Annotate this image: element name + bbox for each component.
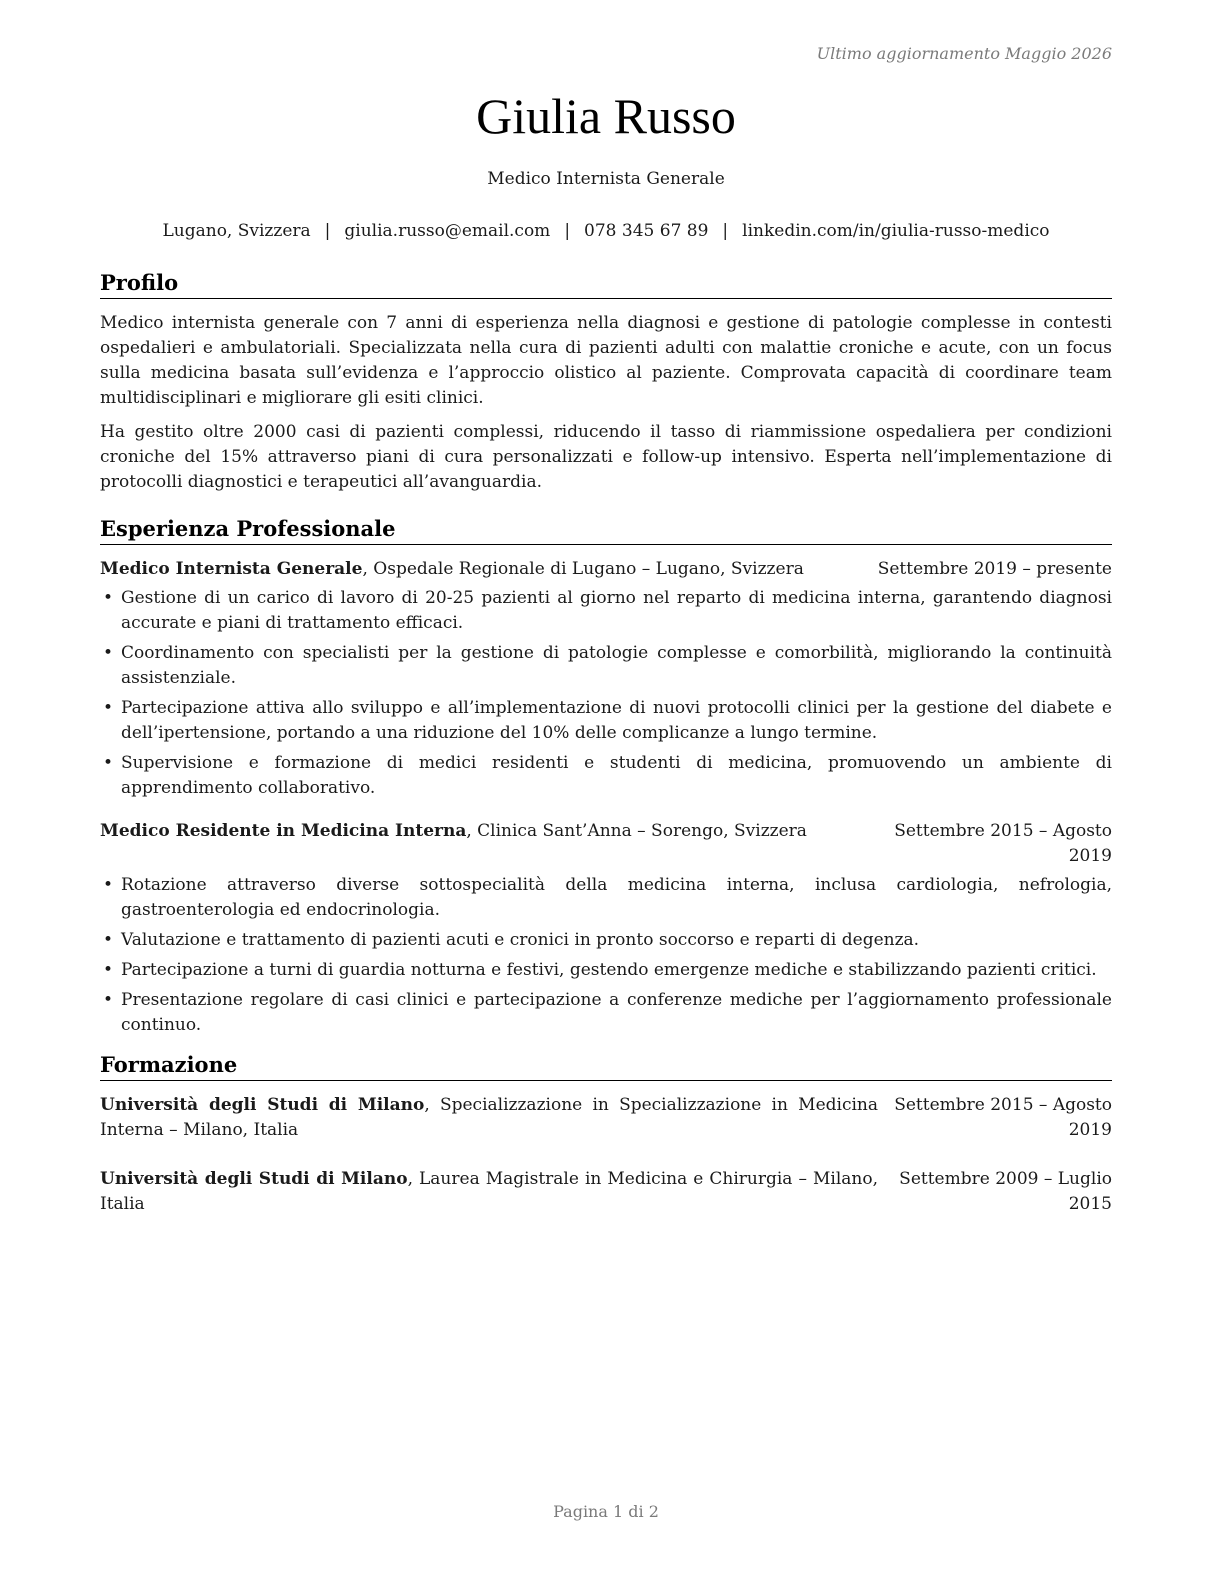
job-header [100, 819, 1112, 869]
education-entry [100, 1167, 1112, 1217]
job-entry [100, 819, 1112, 1038]
contact-separator: | [324, 221, 331, 241]
job-role: Medico Residente in Medicina Interna [100, 821, 467, 841]
candidate-headline: Medico Internista Generale [487, 169, 725, 189]
job-bullet: • Partecipazione a turni di guardia notturna e festivi, gestendo emergenze mediche e stabilizzando pazienti critici. [100, 958, 1112, 983]
job-bullet: • Valutazione e trattamento di pazienti acuti e cronici in pronto soccorso e reparti di degenza. [100, 928, 1112, 953]
section-title-experience: Esperienza Professionale [100, 514, 1112, 545]
contact-linkedin[interactable]: linkedin.com/in/giulia-russo-medico [742, 221, 1050, 241]
job-dates: Settembre 2019 – presente [877, 559, 1112, 579]
candidate-name: Giulia Russo [476, 88, 736, 144]
education-entry [100, 1093, 1112, 1143]
profile-paragraph: Ha gestito oltre 2000 casi di pazienti complessi, riducendo il tasso di riammissione ospedaliera per condizioni croniche del 15% attraverso piani di cura personalizzati e follow-up intensivo. Esperta nell’implementazione di protocolli diagnostici e terapeutici all’avanguardia. [100, 422, 1112, 492]
contact-separator: | [722, 221, 729, 241]
profile-paragraph: Medico internista generale con 7 anni di esperienza nella diagnosi e gestione di patologie complesse in contesti ospedalieri e ambulatoriali. Specializzata nella cura di pazienti adulti con malattie croniche e acute, con un focus sulla medicina basata sull’evidenza e l’approccio olistico al paziente. Comprovata capacità di coordinare team multidisciplinari e migliorare gli esiti clinici. [100, 313, 1112, 408]
job-bullet: • Gestione di un carico di lavoro di 20-25 pazienti al giorno nel reparto di medicina interna, garantendo diagnosi accurate e piani di trattamento efficaci. [100, 586, 1112, 636]
education-section [100, 1050, 1112, 1217]
job-role: Medico Internista Generale [100, 559, 363, 579]
job-bullets [100, 586, 1112, 801]
contact-location: Lugano, Svizzera [162, 221, 311, 241]
job-bullet: • Partecipazione attiva allo sviluppo e all’implementazione di nuovi protocolli clinici per la gestione del diabete e dell’ipertensione, portando a una riduzione del 10% delle complicanze a lungo termine. [100, 696, 1112, 746]
profile-section [100, 268, 1112, 495]
education-dates: Settembre 2009 – Luglio 2015 [899, 1169, 1112, 1214]
job-details: , Ospedale Regionale di Lugano – Lugano, Svizzera [362, 559, 804, 579]
section-title-education: Formazione [100, 1050, 1112, 1081]
section-title-profile: Profilo [100, 268, 1112, 299]
education-institution: Università degli Studi di Milano [100, 1095, 425, 1115]
job-bullet: • Presentazione regolare di casi clinici e partecipazione a conferenze mediche per l’aggiornamento professionale continuo. [100, 988, 1112, 1038]
contact-line [100, 219, 1112, 243]
job-bullets [100, 873, 1112, 1038]
resume-content [100, 268, 1112, 1241]
education-details: , Laurea Magistrale in Medicina e Chirurgia – Milano, Italia [100, 1169, 879, 1214]
job-entry [100, 557, 1112, 801]
education-details: , Specializzazione in Specializzazione in Medicina Interna – Milano, Italia [100, 1095, 878, 1140]
page-number: Pagina 1 di 2 [553, 1502, 659, 1521]
last-update-note: Ultimo aggiornamento Maggio 2026 [816, 44, 1112, 63]
resume-page [100, 0, 1112, 1584]
job-bullet: • Rotazione attraverso diverse sottospecialità della medicina interna, inclusa cardiologia, nefrologia, gastroenterologia ed endocrinologia. [100, 873, 1112, 923]
education-institution: Università degli Studi di Milano [100, 1169, 408, 1189]
contact-phone: 078 345 67 89 [584, 221, 709, 241]
job-header [100, 557, 1112, 582]
job-bullet: • Coordinamento con specialisti per la gestione di patologie complesse e comorbilità, migliorando la continuità assistenziale. [100, 641, 1112, 691]
job-details: , Clinica Sant’Anna – Sorengo, Svizzera [466, 821, 807, 841]
job-bullet: • Supervisione e formazione di medici residenti e studenti di medicina, promuovendo un ambiente di apprendimento collaborativo. [100, 751, 1112, 801]
job-dates: Settembre 2015 – Agosto 2019 [894, 821, 1112, 866]
education-dates: Settembre 2015 – Agosto 2019 [894, 1095, 1112, 1140]
contact-separator: | [564, 221, 571, 241]
experience-section [100, 514, 1112, 1038]
contact-email[interactable]: giulia.russo@email.com [344, 221, 551, 241]
